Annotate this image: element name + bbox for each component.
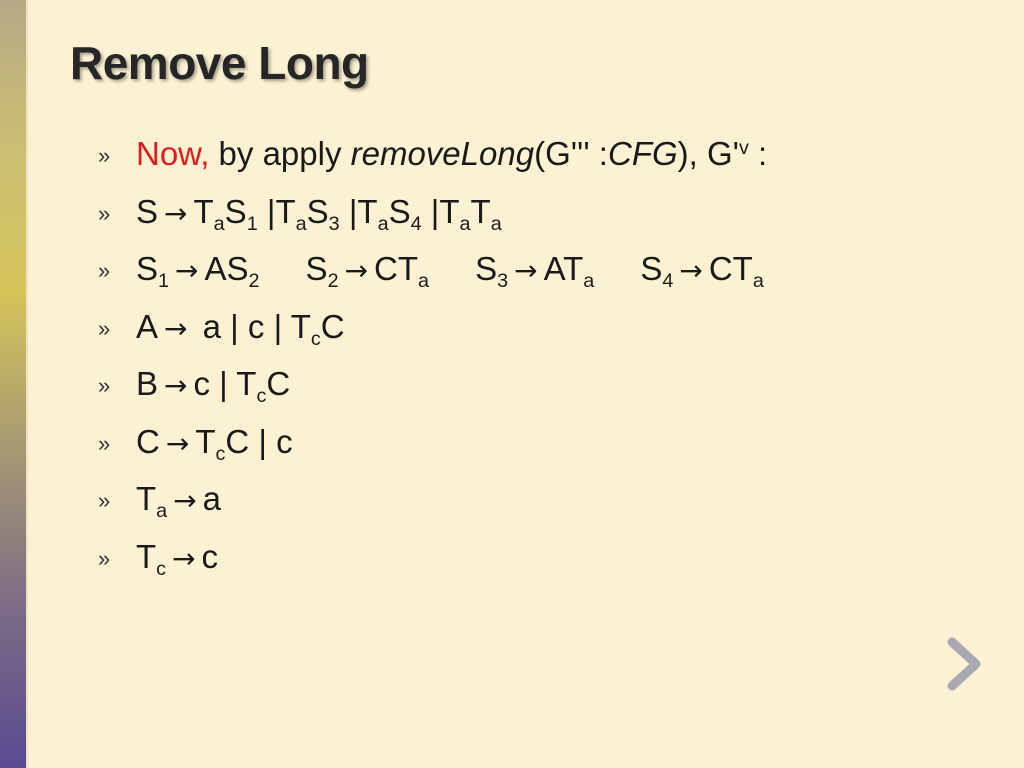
bullet-mark: » bbox=[98, 258, 111, 283]
function-name: removeLong bbox=[350, 135, 535, 172]
chevron-right-icon[interactable] bbox=[940, 636, 990, 692]
bullet-mark: » bbox=[98, 430, 111, 456]
intro-line: Now, by apply removeLong(G''' :CFG), $G'^v$ : bbox=[136, 135, 768, 172]
bullet-list bbox=[98, 128, 978, 588]
bullet-mark: » bbox=[98, 488, 111, 513]
bullet-intro bbox=[98, 128, 978, 186]
rule-c: » $C \to T_cC$ | c bbox=[98, 416, 978, 474]
bullet-mark: » bbox=[98, 143, 111, 168]
arrow-icon: → bbox=[164, 369, 188, 402]
rule-tc: » $T_c \to c$ bbox=[98, 531, 978, 589]
bullet-mark: » bbox=[98, 315, 111, 341]
arrow-icon: → bbox=[344, 254, 369, 287]
bullet-mark: » bbox=[98, 545, 111, 571]
rule-ta: » $T_a \to a$ bbox=[98, 473, 978, 531]
arrow-icon: → bbox=[514, 254, 538, 287]
arrow-icon: → bbox=[175, 254, 199, 287]
type-name: CFG bbox=[607, 135, 678, 172]
rule-a: » A → a | c | $T_cC$ bbox=[98, 301, 978, 359]
rule-b: » B → c | $T_cC$ bbox=[98, 358, 978, 416]
bullet-mark: » bbox=[98, 200, 111, 226]
rule-s1-s4: » $S_1 \to AS_2$ $S_2 \to CT_a$ $S_3 \to AT_a$ $S_4 \to CT_a$ bbox=[98, 243, 978, 301]
side-bar-edge bbox=[26, 0, 28, 768]
arrow-icon: → bbox=[173, 484, 197, 517]
bullet-mark: » bbox=[98, 373, 111, 398]
arrow-icon: → bbox=[164, 311, 188, 345]
rule-s: » $S \to T_aS_1$ $|T_aS_3$ $|T_aS_4$ $|T_aT_a$ bbox=[98, 186, 978, 244]
arrow-icon: → bbox=[172, 541, 196, 575]
arrow-icon: → bbox=[164, 196, 188, 230]
side-gradient-bar bbox=[0, 0, 26, 768]
slide-title: Remove Long bbox=[70, 37, 369, 89]
arrow-icon: → bbox=[165, 426, 190, 460]
arrow-icon: → bbox=[679, 254, 703, 287]
now-highlight: Now, bbox=[136, 135, 210, 172]
